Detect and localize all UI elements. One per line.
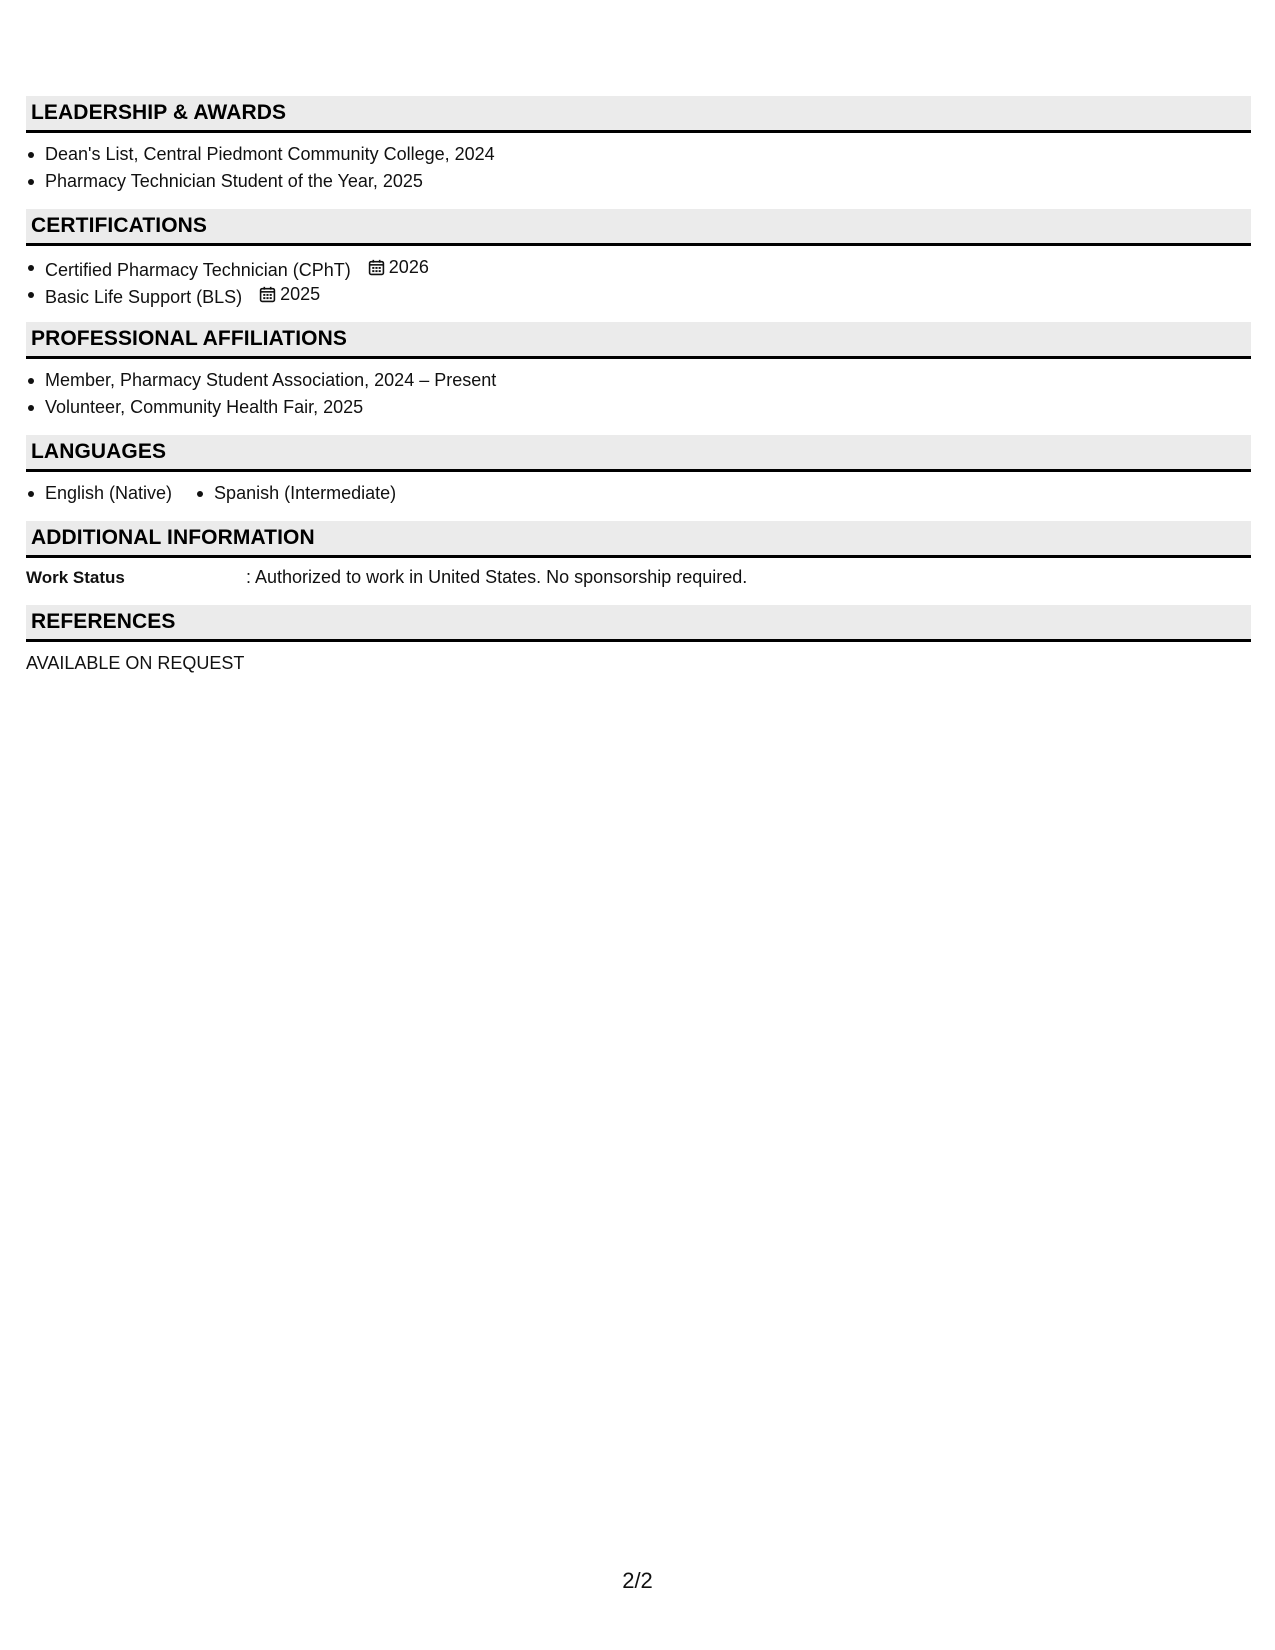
certification-name: Basic Life Support (BLS): [45, 287, 243, 307]
info-label: Work Status: [26, 568, 125, 587]
resume-page: [26, 96, 1251, 691]
certification-name: Certified Pharmacy Technician (CPhT): [45, 260, 351, 280]
list-item: Volunteer, Community Health Fair, 2025: [26, 394, 1251, 421]
section-references: [26, 605, 1251, 677]
list-item: Pharmacy Technician Student of the Year, 2025: [26, 168, 1251, 195]
section-title-references: REFERENCES: [26, 605, 1251, 642]
certifications-list: [26, 254, 1251, 308]
section-title-additional-information: ADDITIONAL INFORMATION: [26, 521, 1251, 558]
section-title-languages: LANGUAGES: [26, 435, 1251, 472]
section-certifications: [26, 209, 1251, 308]
section-title-professional-affiliations: PROFESSIONAL AFFILIATIONS: [26, 322, 1251, 359]
affiliations-list: [26, 367, 1251, 421]
certification-year: 2025: [280, 284, 321, 304]
section-title-leadership-awards: LEADERSHIP & AWARDS: [26, 96, 1251, 133]
certification-date: [368, 254, 429, 281]
calendar-icon: [368, 259, 385, 276]
references-text: AVAILABLE ON REQUEST: [26, 653, 245, 673]
section-languages: [26, 435, 1251, 507]
section-title-certifications: CERTIFICATIONS: [26, 209, 1251, 246]
list-item: Dean's List, Central Piedmont Community College, 2024: [26, 141, 1251, 168]
section-leadership-awards: [26, 96, 1251, 195]
list-item: Spanish (Intermediate): [195, 480, 396, 507]
list-item: English (Native): [26, 480, 172, 507]
section-additional-information: [26, 521, 1251, 591]
info-row-work-status: [26, 564, 1251, 591]
certification-date: [259, 281, 320, 308]
list-item: [26, 254, 1251, 281]
leadership-list: [26, 141, 1251, 195]
info-value: : Authorized to work in United States. No sponsorship required.: [246, 567, 748, 587]
certification-year: 2026: [388, 257, 429, 277]
list-item: Member, Pharmacy Student Association, 2024 – Present: [26, 367, 1251, 394]
section-professional-affiliations: [26, 322, 1251, 421]
languages-list: [26, 480, 1251, 507]
list-item: [26, 281, 1251, 308]
calendar-icon: [259, 286, 276, 303]
page-number: 2/2: [622, 1568, 653, 1593]
